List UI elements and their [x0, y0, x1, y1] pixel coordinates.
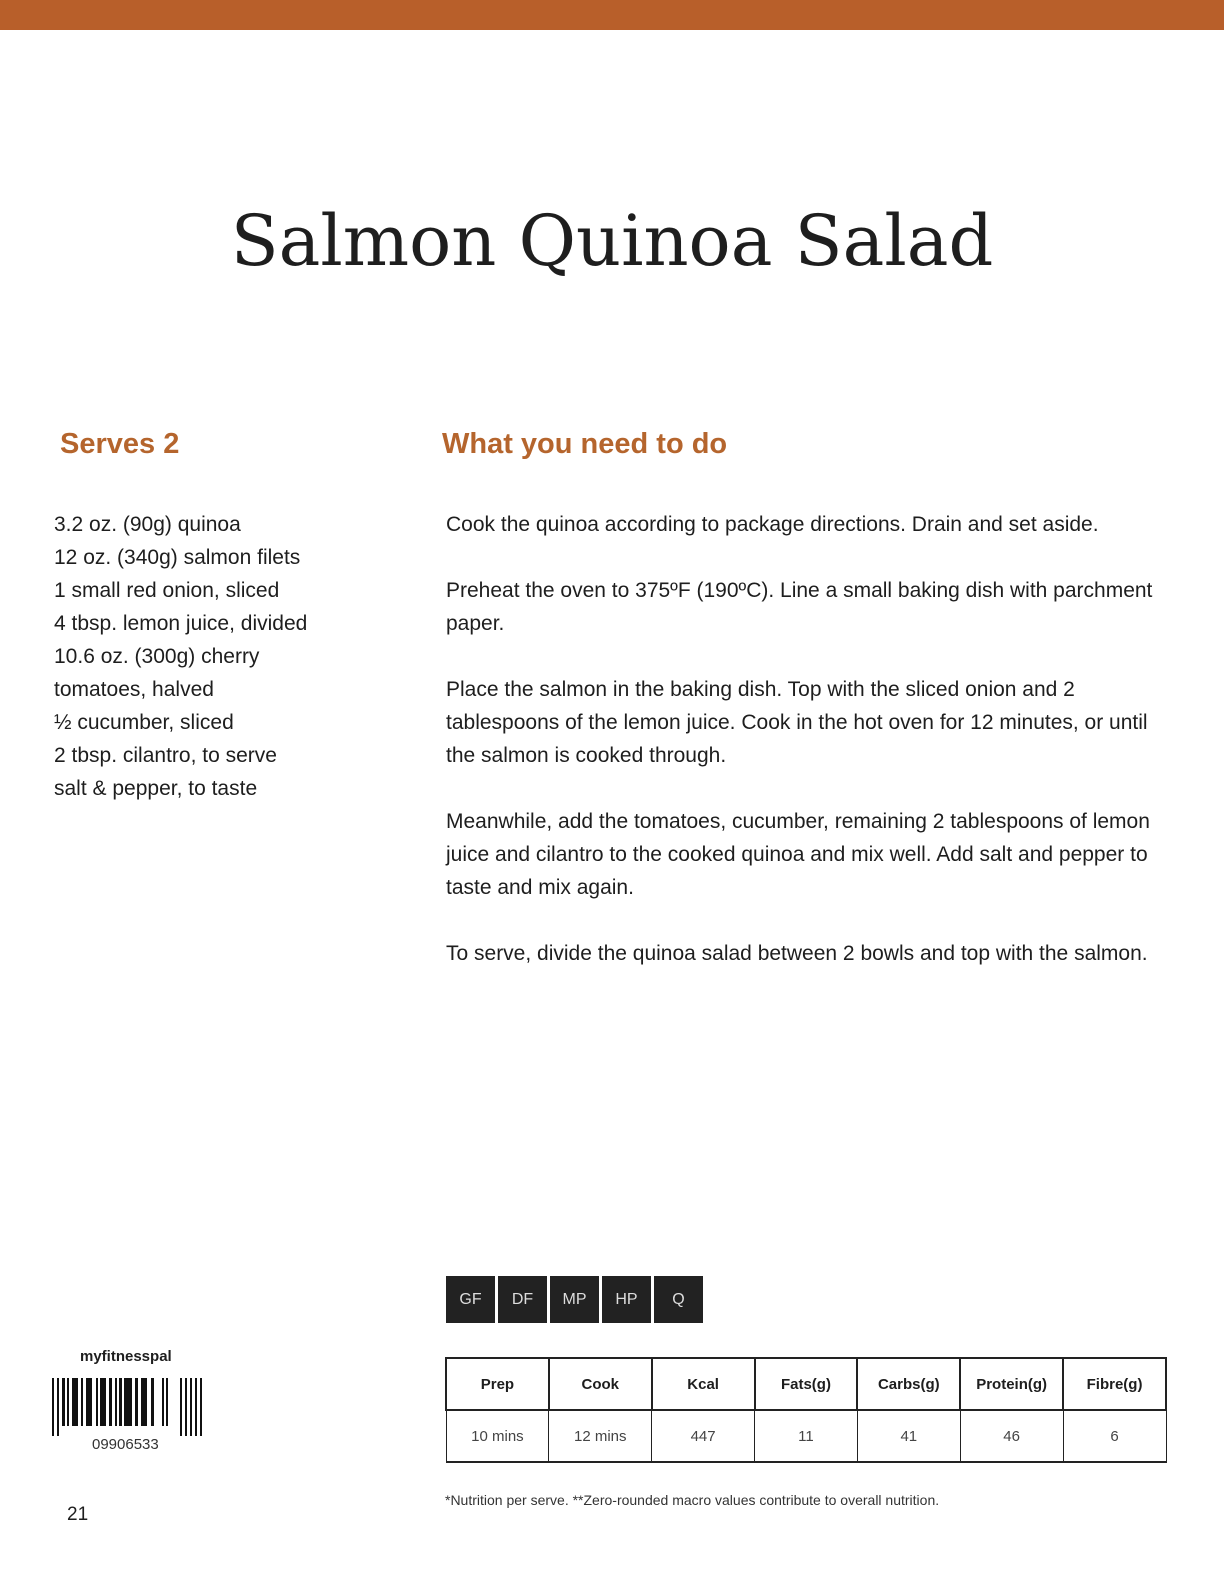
- ingredient: 10.6 oz. (300g) cherry tomatoes, halved: [54, 645, 260, 701]
- step: Place the salmon in the baking dish. Top with the sliced onion and 2 tablespoons of the lemon juice. Cook in the hot oven for 12 minutes, or until the salmon is cooked through.: [446, 678, 1148, 767]
- tag-mp: MP: [550, 1276, 599, 1323]
- step: Preheat the oven to 375ºF (190ºC). Line a small baking dish with parchment paper.: [446, 579, 1153, 635]
- header-cell: Prep: [446, 1358, 549, 1410]
- header-cell: Fats(g): [755, 1358, 858, 1410]
- header-cell: Protein(g): [960, 1358, 1063, 1410]
- nutrition-table: [445, 1357, 1167, 1463]
- header-cell: Kcal: [652, 1358, 755, 1410]
- tag-q: Q: [654, 1276, 703, 1323]
- ingredient: 4 tbsp. lemon juice, divided: [54, 612, 308, 635]
- diet-tags: [446, 1276, 703, 1323]
- table-row: [446, 1410, 1166, 1462]
- barcode-icon: [52, 1378, 204, 1436]
- steps-list: [446, 508, 1166, 1003]
- value-cell: 12 mins: [549, 1410, 652, 1462]
- value-cell: 10 mins: [446, 1410, 549, 1462]
- tag-hp: HP: [602, 1276, 651, 1323]
- ingredient: 1 small red onion, sliced: [54, 579, 280, 602]
- ingredient: 2 tbsp. cilantro, to serve: [54, 744, 277, 767]
- brand-label: myfitnesspal: [80, 1348, 172, 1365]
- value-cell: 447: [652, 1410, 755, 1462]
- header-cell: Carbs(g): [857, 1358, 960, 1410]
- ingredient: 12 oz. (340g) salmon filets: [54, 546, 301, 569]
- value-cell: 6: [1063, 1410, 1166, 1462]
- recipe-title: Salmon Quinoa Salad: [230, 200, 994, 282]
- tag-gf: GF: [446, 1276, 495, 1323]
- ingredient: ½ cucumber, sliced: [54, 711, 234, 734]
- steps-heading: What you need to do: [442, 428, 728, 460]
- value-cell: 11: [755, 1410, 858, 1462]
- header-cell: Cook: [549, 1358, 652, 1410]
- header-cell: Fibre(g): [1063, 1358, 1166, 1410]
- table-header-row: [446, 1358, 1166, 1410]
- top-accent-bar: [0, 0, 1224, 30]
- step: Meanwhile, add the tomatoes, cucumber, remaining 2 tablespoons of lemon juice and cilantro to the cooked quinoa and mix well. Add salt and pepper to taste and mix again.: [446, 810, 1150, 899]
- page-number: 21: [67, 1504, 89, 1525]
- value-cell: 46: [960, 1410, 1063, 1462]
- tag-df: DF: [498, 1276, 547, 1323]
- footnote: *Nutrition per serve. **Zero-rounded macro values contribute to overall nutrition.: [445, 1492, 940, 1508]
- step: Cook the quinoa according to package directions. Drain and set aside.: [446, 513, 1099, 536]
- barcode-number: 09906533: [92, 1436, 159, 1453]
- value-cell: 41: [857, 1410, 960, 1462]
- serves-heading: Serves 2: [60, 428, 180, 460]
- ingredient: 3.2 oz. (90g) quinoa: [54, 513, 241, 536]
- ingredients-list: [54, 508, 354, 805]
- ingredient: salt & pepper, to taste: [54, 777, 258, 800]
- step: To serve, divide the quinoa salad between 2 bowls and top with the salmon.: [446, 942, 1148, 965]
